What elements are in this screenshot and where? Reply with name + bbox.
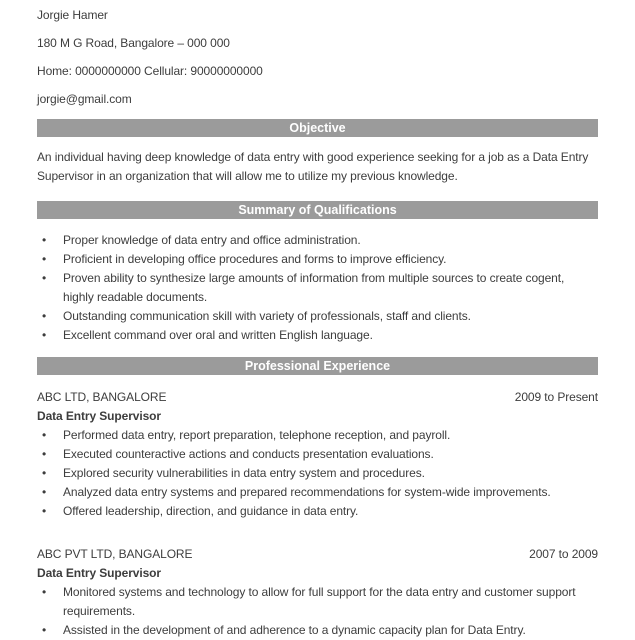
person-phone-line: Home: 0000000000 Cellular: 90000000000 bbox=[37, 64, 263, 78]
section-header-qualifications: Summary of Qualifications bbox=[37, 201, 598, 219]
list-item: • Outstanding communication skill with variety of professionals, staff and clients. bbox=[37, 307, 598, 326]
list-item: • Proficient in developing office procedures and forms to improve efficiency. bbox=[37, 250, 598, 269]
person-name: Jorgie Hamer bbox=[37, 8, 108, 22]
list-item: • Performed data entry, report preparation, telephone reception, and payroll. bbox=[37, 426, 598, 445]
person-email: jorgie@gmail.com bbox=[37, 92, 132, 106]
experience-entry bbox=[37, 388, 598, 521]
job-header bbox=[37, 388, 598, 407]
list-item: • Proven ability to synthesize large amounts of information from multiple sources to create cogent, highly readable documents. bbox=[37, 269, 598, 307]
job-duties-list bbox=[37, 426, 598, 521]
section-header-experience: Professional Experience bbox=[37, 357, 598, 375]
job-header bbox=[37, 545, 598, 564]
job-duties-list bbox=[37, 583, 598, 640]
list-item: • Assisted in the development of and adherence to a dynamic capacity plan for Data Entry. bbox=[37, 621, 598, 640]
section-header-objective: Objective bbox=[37, 119, 598, 137]
list-item: • Monitored systems and technology to allow for full support for the data entry and customer support requirements. bbox=[37, 583, 598, 621]
experience-entry bbox=[37, 545, 598, 640]
list-item: • Excellent command over oral and written English language. bbox=[37, 326, 598, 345]
qualifications-list bbox=[37, 231, 598, 345]
list-item: • Executed counteractive actions and conducts presentation evaluations. bbox=[37, 445, 598, 464]
objective-text: An individual having deep knowledge of data entry with good experience seeking for a job as a Data Entry Supervisor in an organization that will allow me to utilize my previous knowledge. bbox=[37, 150, 589, 183]
job-role: Data Entry Supervisor bbox=[37, 409, 161, 423]
job-company: ABC LTD, BANGALORE bbox=[37, 390, 167, 404]
job-dates: 2007 to 2009 bbox=[529, 547, 598, 561]
list-item: • Analyzed data entry systems and prepared recommendations for system-wide improvements. bbox=[37, 483, 598, 502]
person-address: 180 M G Road, Bangalore – 000 000 bbox=[37, 36, 230, 50]
job-dates: 2009 to Present bbox=[514, 390, 598, 404]
list-item: • Offered leadership, direction, and guidance in data entry. bbox=[37, 502, 598, 521]
job-role: Data Entry Supervisor bbox=[37, 566, 161, 580]
list-item: • Explored security vulnerabilities in data entry system and procedures. bbox=[37, 464, 598, 483]
list-item: • Proper knowledge of data entry and office administration. bbox=[37, 231, 598, 250]
job-company: ABC PVT LTD, BANGALORE bbox=[37, 547, 193, 561]
